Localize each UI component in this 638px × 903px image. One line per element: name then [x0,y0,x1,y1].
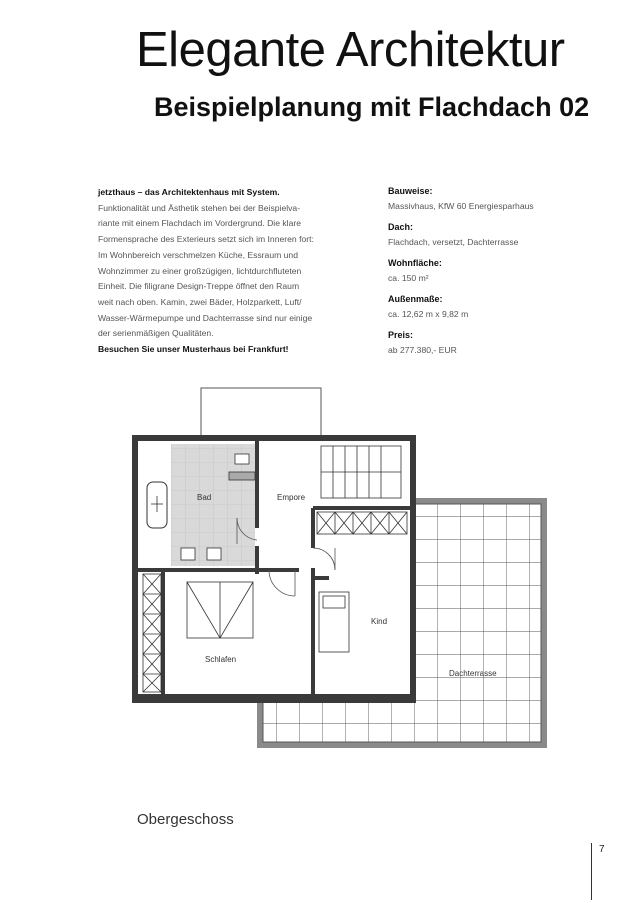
floor-caption: Obergeschoss [137,811,234,828]
intro-line: Funktionalität und Ästhetik stehen bei der Beispielva- [98,202,301,213]
intro-text [98,185,348,358]
fact-label: Dach: [388,222,414,232]
room-label-bad: Bad [197,493,212,502]
fact-value: Flachdach, versetzt, Dachterrasse [388,237,519,247]
fact-value: Massivhaus, KfW 60 Energiesparhaus [388,201,534,211]
kind-bed [319,592,349,652]
intro-cta: Besuchen Sie unser Musterhaus bei Frankfurt! [98,344,289,355]
intro-line: weit nach oben. Kamin, zwei Bäder, Holzparkett, Luft/ [98,296,302,307]
intro-line: Wohnzimmer zu einer großzügigen, lichtdurchfluteten [98,265,302,276]
balcony-outline [201,388,321,440]
intro-line: der serienmäßigen Qualitäten. [98,328,214,339]
bathtub [147,482,167,528]
fact-bauweise [388,185,588,214]
page-subtitle: Beispielplanung mit Flachdach 02 [154,92,590,122]
fact-value: ca. 12,62 m x 9,82 m [388,309,469,319]
fact-wohnflaeche [388,257,588,286]
page-number: 7 [599,844,605,855]
facts-list [388,185,588,365]
fact-label: Bauweise: [388,186,433,196]
intro-line: Wasser-Wärmepumpe und Dachterrasse sind nur einige [98,312,313,323]
room-label-schlafen: Schlafen [205,655,237,664]
fact-label: Wohnfläche: [388,258,442,268]
kind-wardrobe [317,512,407,534]
fact-value: ab 277.380,- EUR [388,345,457,355]
fact-preis [388,329,588,358]
fact-value: ca. 150 m² [388,273,429,283]
staircase [321,446,401,498]
fact-label: Preis: [388,330,414,340]
schlafen-bed [187,582,253,638]
fact-label: Außenmaße: [388,294,443,304]
room-label-kind: Kind [371,617,388,626]
floor-plan [115,378,555,758]
intro-line: riante mit einem Flachdach im Vordergrund. Die klare [98,218,301,229]
intro-lead: jetzthaus – das Architektenhaus mit System. [98,187,280,197]
intro-line: Im Wohnbereich verschmelzen Küche, Essraum und [98,249,298,260]
intro-line: Formensprache des Exterieurs setzt sich im Inneren fort: [98,234,314,245]
fact-aussenmasse [388,293,588,322]
page-title: Elegante Architektur [136,23,565,77]
fact-dach [388,221,588,250]
schlafen-wardrobe [143,574,161,692]
page-number-rule [591,843,592,900]
room-label-empore: Empore [277,493,306,502]
intro-line: Einheit. Die filigrane Design-Treppe öffnet den Raum [98,281,300,292]
room-label-dachterrasse: Dachterrasse [449,669,497,678]
